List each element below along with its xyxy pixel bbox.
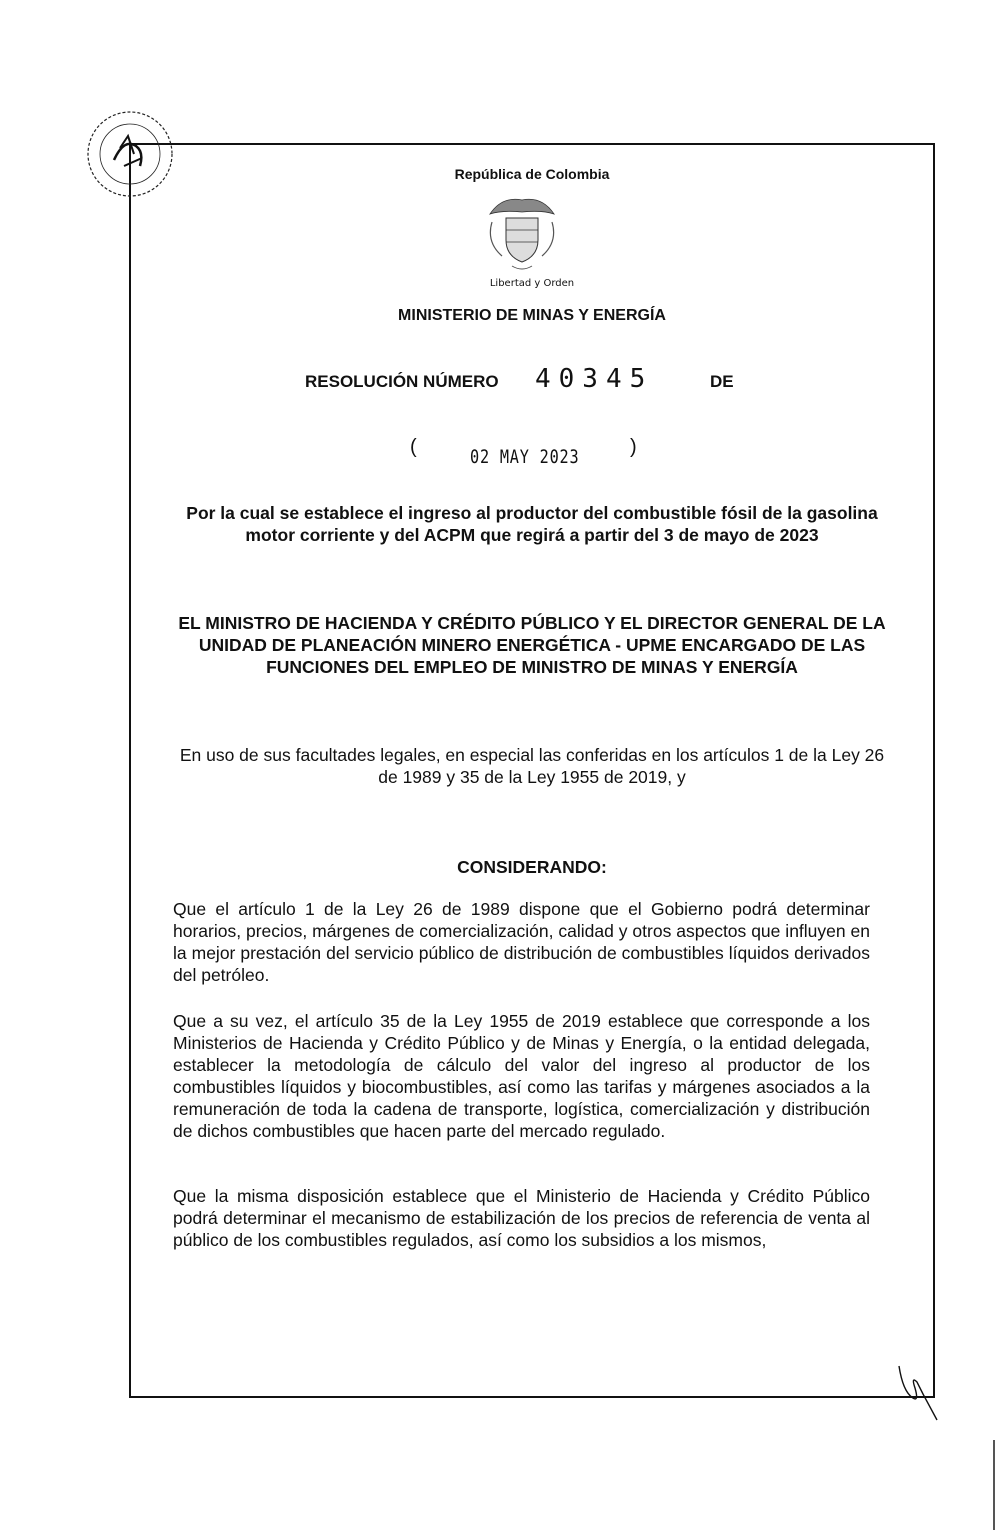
paren-close: ) — [630, 436, 637, 458]
scan-edge-mark — [993, 1440, 995, 1530]
resolution-label: RESOLUCIÓN NÚMERO — [305, 372, 499, 391]
ministry-name: MINISTERIO DE MINAS Y ENERGÍA — [398, 307, 666, 324]
considering-heading: CONSIDERANDO: — [457, 857, 607, 877]
resolution-de: DE — [710, 372, 734, 391]
ministry-seal-icon — [84, 108, 176, 200]
resolution-title: Por la cual se establece el ingreso al productor del combustible fósil de la gasolina motor corriente y del ACPM que regirá a partir del 3 de mayo de 2023 — [186, 503, 878, 545]
paragraph: Que a su vez, el artículo 35 de la Ley 1955 de 2019 establece que corresponde a los Ministerios de Hacienda y Crédito Público y de Minas y Energía, o la entidad delegada, establecer la metodología de cálculo del valor del ingreso al productor de los combustibles líquidos y biocombustibles, así como las tarifas y márgenes asociados a la remuneración de toda la cadena de transporte, logística, comercialización y distribución de dichos combustibles que hacen parte del mercado regulado. — [173, 1011, 870, 1141]
coat-of-arms-icon — [482, 192, 562, 276]
resolution-number: 40345 — [535, 364, 654, 394]
issuing-authority: EL MINISTRO DE HACIENDA Y CRÉDITO PÚBLICO Y EL DIRECTOR GENERAL DE LA UNIDAD DE PLANEACIÓN MINERO ENERGÉTICA - UPME ENCARGADO DE LAS FUNCIONES DEL EMPLEO DE MINISTRO DE MINAS Y ENERGÍA — [178, 613, 886, 677]
resolution-line — [300, 364, 760, 398]
motto: Libertad y Orden — [489, 278, 575, 289]
paragraph: Que el artículo 1 de la Ley 26 de 1989 dispone que el Gobierno podrá determinar horarios, precios, márgenes de comercialización, calidad y otros aspectos que influyen en la mejor prestación del servicio público de distribución de combustibles líquidos derivados del petróleo. — [173, 899, 870, 985]
country-header: República de Colombia — [454, 166, 610, 182]
legal-faculties: En uso de sus facultades legales, en especial las conferidas en los artículos 1 de la Ley 26 de 1989 y 35 de la Ley 1955 de 2019, y — [179, 745, 885, 787]
paren-open: ( — [410, 436, 417, 458]
resolution-date: 02 MAY 2023 — [470, 446, 580, 468]
signature-icon — [893, 1362, 938, 1422]
date-line — [400, 436, 660, 472]
paragraph: Que la misma disposición establece que el Ministerio de Hacienda y Crédito Público podrá determinar el mecanismo de estabilización de los precios de referencia de venta al público de los combustibles regulados, así como los subsidios a los mismos, — [173, 1186, 870, 1250]
